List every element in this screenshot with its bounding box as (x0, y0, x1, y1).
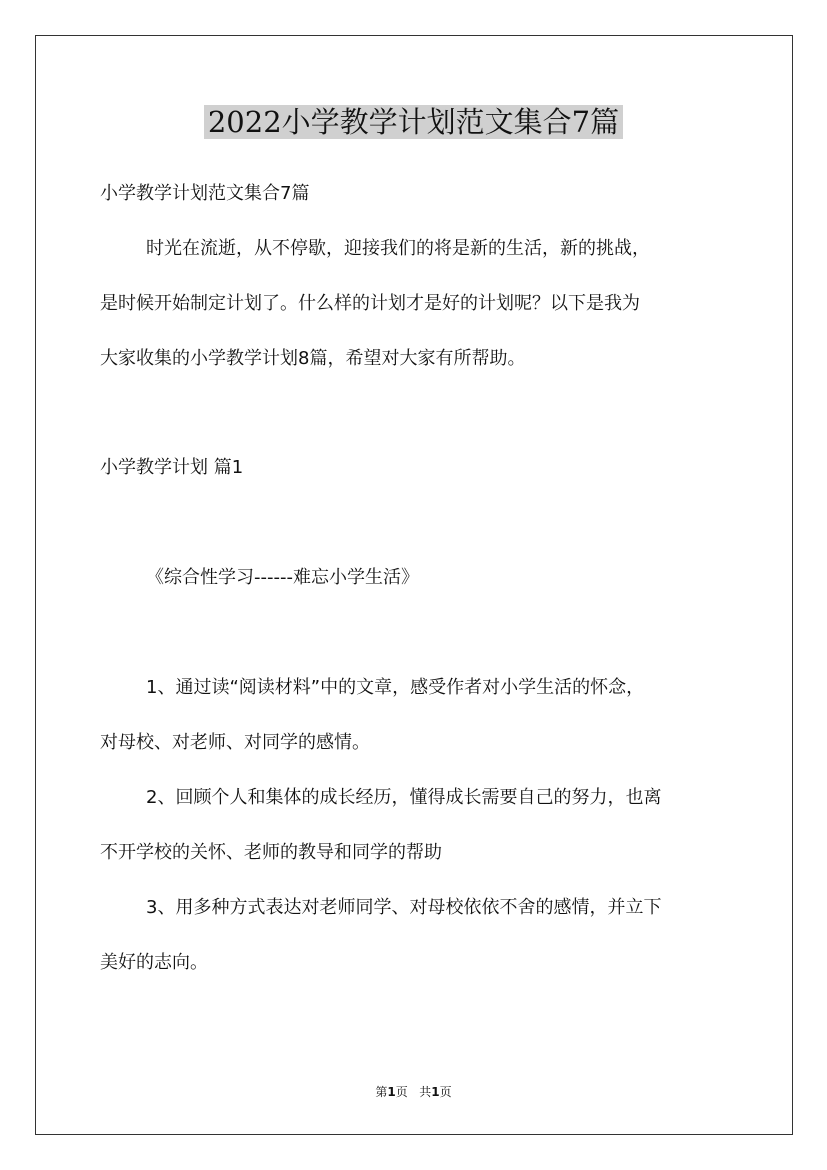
section-heading: 小学教学计划 篇1 (100, 457, 244, 478)
total-prefix: 共 (419, 1085, 432, 1099)
document-subtitle: 小学教学计划范文集合7篇 (100, 183, 310, 204)
item-line-4: 不开学校的关怀、老师的教导和同学的帮助 (100, 842, 442, 863)
document-title-text: 2022小学教学计划范文集合7篇 (204, 105, 623, 139)
item-line-3: 2、回顾个人和集体的成长经历，懂得成长需要自己的努力，也离 (146, 787, 662, 808)
item-line-2: 对母校、对老师、对同学的感情。 (100, 732, 370, 753)
page-prefix: 第 (375, 1085, 388, 1099)
page-footer (0, 1084, 827, 1100)
document-title (0, 101, 827, 143)
total-unit: 页 (439, 1085, 452, 1099)
page-unit: 页 (395, 1085, 408, 1099)
page-current: 1 (387, 1085, 396, 1099)
intro-line-3: 大家收集的小学教学计划8篇，希望对大家有所帮助。 (100, 348, 526, 369)
page-total: 1 (431, 1085, 440, 1099)
item-line-6: 美好的志向。 (100, 952, 208, 973)
intro-line-1: 时光在流逝，从不停歇，迎接我们的将是新的生活，新的挑战， (146, 238, 650, 259)
item-line-1: 1、通过读“阅读材料”中的文章，感受作者对小学生活的怀念， (146, 677, 645, 698)
unit-title: 《综合性学习------难忘小学生活》 (146, 567, 419, 588)
intro-line-2: 是时候开始制定计划了。什么样的计划才是好的计划呢？以下是我为 (100, 293, 640, 314)
item-line-5: 3、用多种方式表达对老师同学、对母校依依不舍的感情，并立下 (146, 897, 662, 918)
